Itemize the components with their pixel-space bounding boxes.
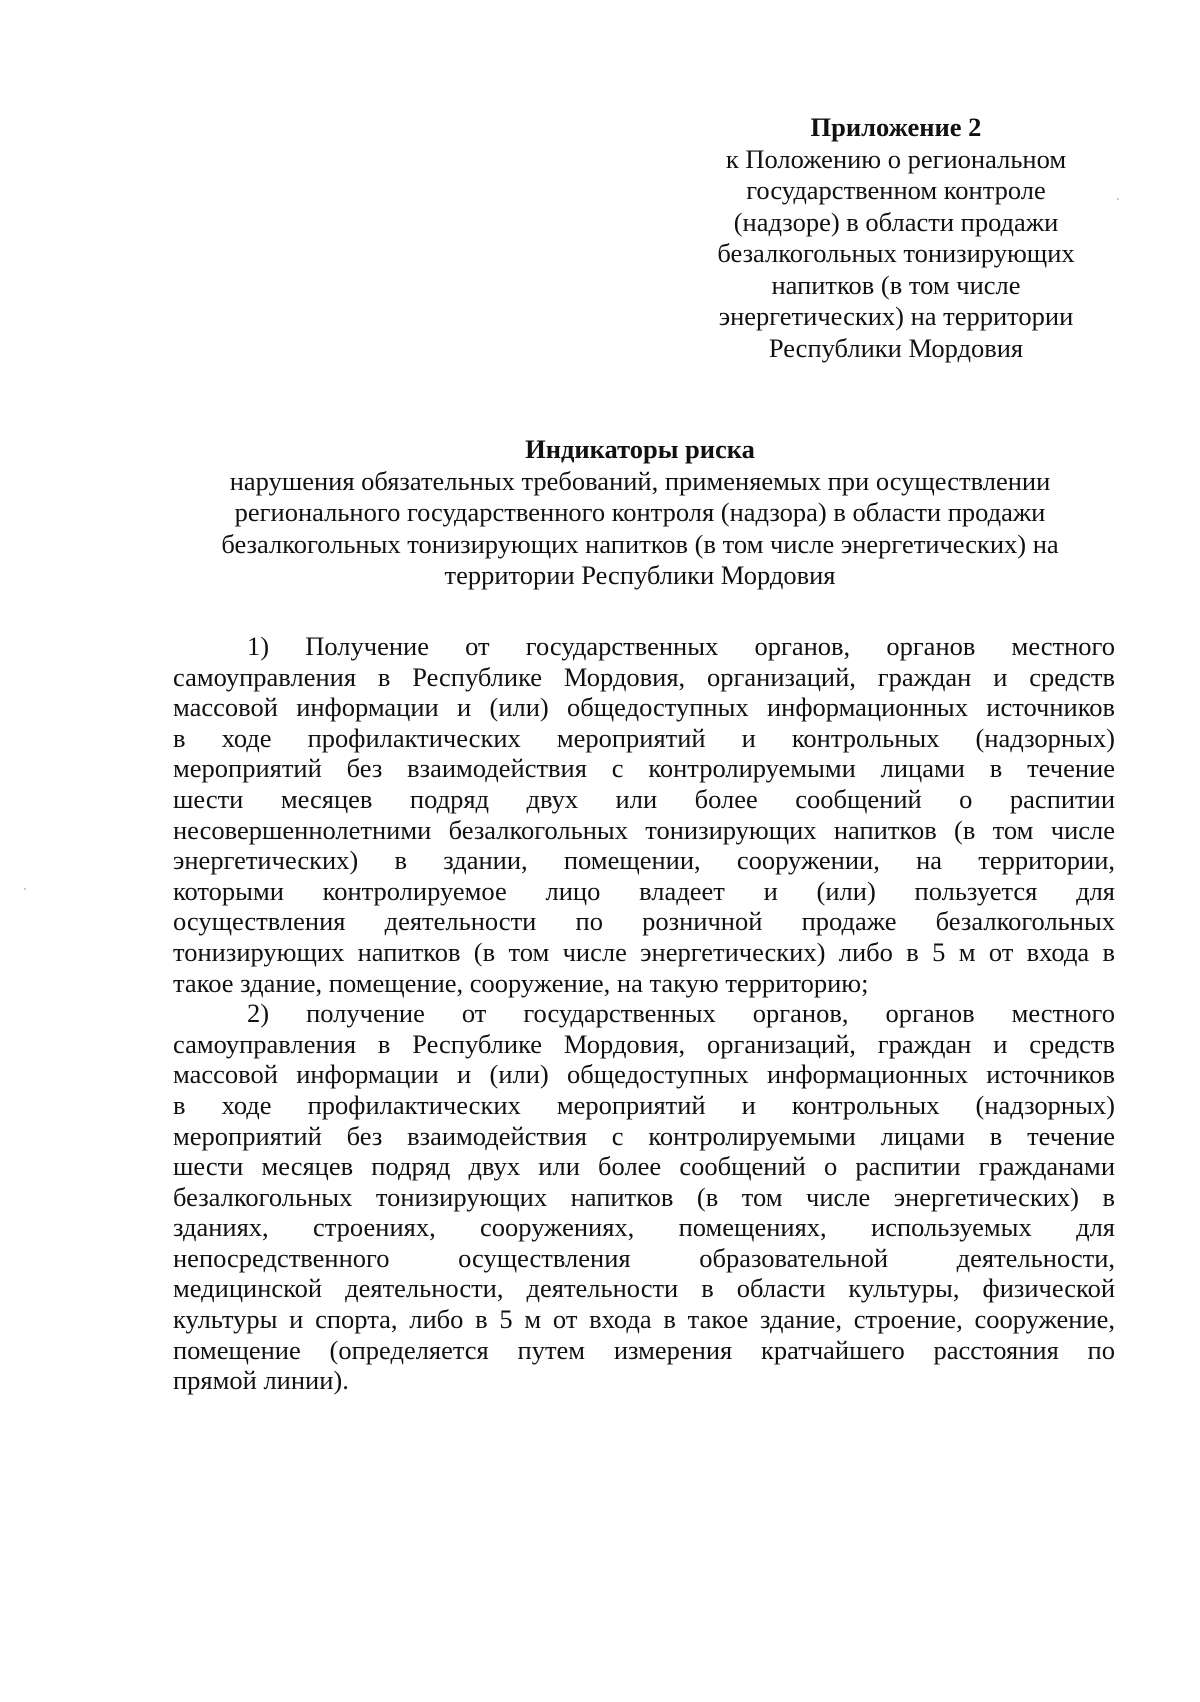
- paragraph-line: массовой информации и (или) общедоступных информационных источников: [173, 1059, 1115, 1090]
- paragraph-line: зданиях, строениях, сооружениях, помещениях, используемых для: [173, 1212, 1115, 1243]
- appendix-line: к Положению о региональном: [725, 143, 1067, 174]
- heading-line: территории Республики Мордовия: [444, 560, 836, 590]
- paragraph-line: самоуправления в Республике Мордовия, организаций, граждан и средств: [173, 661, 1115, 692]
- paragraph-line: в ходе профилактических мероприятий и контрольных (надзорных): [173, 1089, 1115, 1120]
- paragraph-line: массовой информации и (или) общедоступных информационных источников: [173, 692, 1115, 723]
- appendix-line: (надзоре) в области продажи: [733, 206, 1059, 237]
- appendix-line: безалкогольных тонизирующих: [717, 238, 1075, 268]
- paragraph-1: [173, 631, 1115, 998]
- paragraph-line: шести месяцев подряд двух или более сообщений о распитии гражданами: [173, 1151, 1115, 1182]
- heading-line: нарушения обязательных требований, применяемых при осуществлении: [229, 465, 1051, 496]
- paragraph-line: культуры и спорта, либо в 5 м от входа в такое здание, строение, сооружение,: [173, 1304, 1115, 1335]
- paragraph-line: мероприятий без взаимодействия с контролируемыми лицами в течение: [173, 753, 1115, 784]
- paragraph-line: такое здание, помещение, сооружение, на такую территорию;: [173, 967, 869, 998]
- appendix-line: государственном контроле: [746, 175, 1046, 205]
- heading-title: Индикаторы риска: [525, 434, 755, 464]
- paragraph-line: в ходе профилактических мероприятий и контрольных (надзорных): [173, 722, 1115, 753]
- scan-speck: [1117, 198, 1119, 200]
- paragraph-line: самоуправления в Республике Мордовия, организаций, граждан и средств: [173, 1028, 1115, 1059]
- appendix-title: Приложение 2: [810, 112, 982, 142]
- paragraph-line: непосредственного осуществления образовательной деятельности,: [173, 1242, 1115, 1273]
- document-body: [173, 631, 1115, 1396]
- appendix-line: энергетических) на территории: [718, 301, 1074, 331]
- paragraph-line: шести месяцев подряд двух или более сообщений о распитии: [173, 783, 1115, 814]
- paragraph-line: энергетических) в здании, помещении, сооружении, на территории,: [173, 845, 1115, 876]
- paragraph-line: тонизирующих напитков (в том числе энергетических) либо в 5 м от входа в: [173, 936, 1115, 967]
- paragraph-line: помещение (определяется путем измерения кратчайшего расстояния по: [173, 1334, 1115, 1365]
- paragraph-line: безалкогольных тонизирующих напитков (в том числе энергетических) в: [173, 1181, 1115, 1212]
- paragraph-2: [173, 998, 1115, 1396]
- paragraph-line: которыми контролируемое лицо владеет и (или) пользуется для: [173, 875, 1115, 906]
- heading-line: регионального государственного контроля (надзора) в области продажи: [234, 497, 1046, 527]
- scan-speck: [24, 888, 26, 890]
- appendix-line: Республики Мордовия: [768, 332, 1024, 363]
- document-heading: [140, 434, 1140, 592]
- heading-line: безалкогольных тонизирующих напитков (в том числе энергетических) на: [221, 528, 1059, 559]
- paragraph-line: 2) получение от государственных органов, органов местного: [247, 998, 1115, 1029]
- paragraph-line: 1) Получение от государственных органов, органов местного: [247, 631, 1115, 661]
- paragraph-line: медицинской деятельности, деятельности в области культуры, физической: [173, 1273, 1115, 1304]
- paragraph-line: несовершеннолетними безалкогольных тонизирующих напитков (в том числе: [173, 814, 1115, 845]
- paragraph-line: прямой линии).: [173, 1365, 349, 1396]
- paragraph-line: мероприятий без взаимодействия с контролируемыми лицами в течение: [173, 1120, 1115, 1151]
- paragraph-line: осуществления деятельности по розничной продаже безалкогольных: [173, 906, 1115, 937]
- appendix-line: напитков (в том числе: [771, 269, 1021, 300]
- appendix-block: [676, 112, 1116, 364]
